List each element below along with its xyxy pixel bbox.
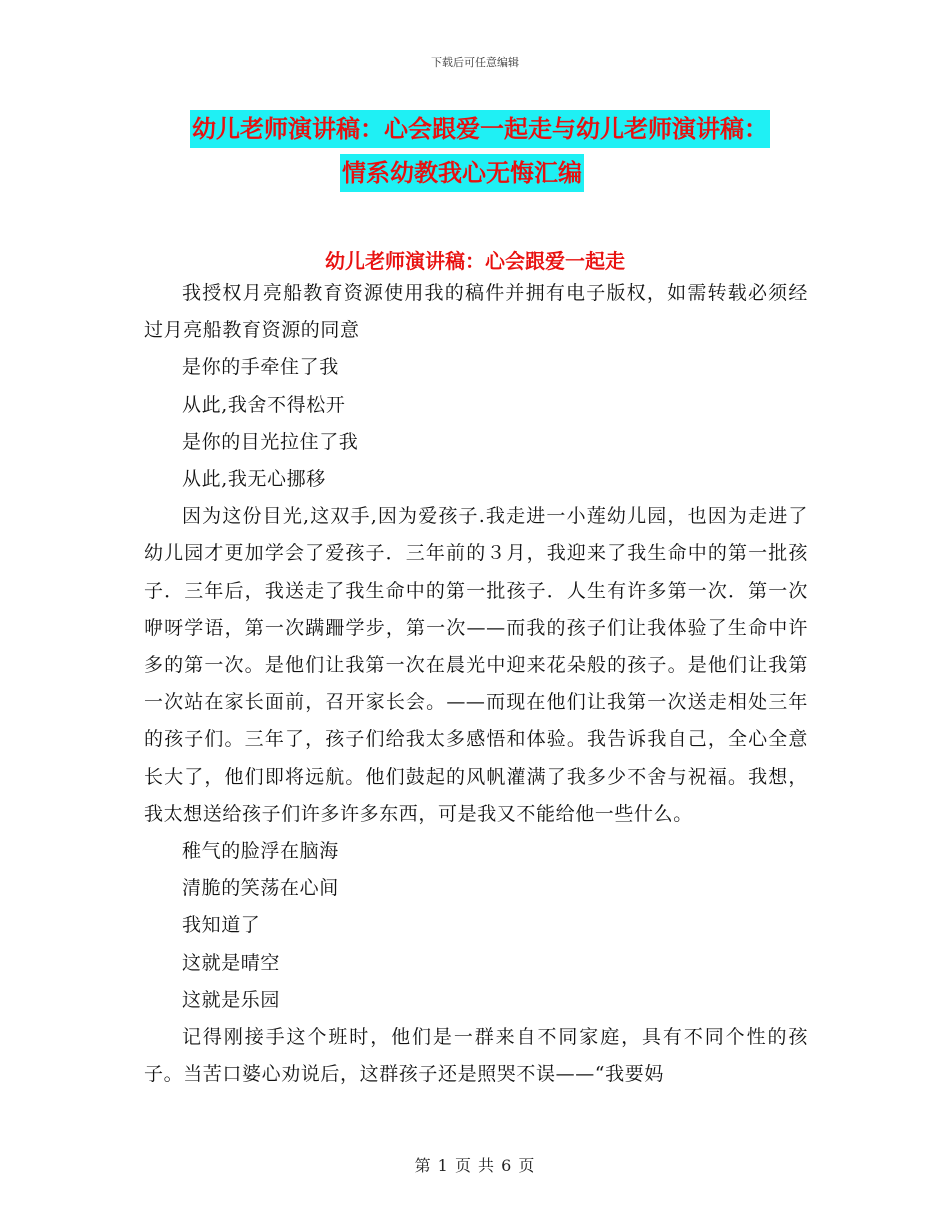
body-paragraph: 这就是乐园 [182, 988, 281, 1011]
page-header-note: 下载后可任意编辑 [431, 56, 519, 69]
body-paragraph: 是你的手牵住了我 [182, 356, 339, 379]
body-paragraph: 我知道了 [182, 914, 261, 937]
document-title [190, 110, 830, 192]
body-paragraph: 因为这份目光,这双手,因为爱孩子.我走进一小莲幼儿园，也因为走进了幼儿园才更加学会了爱孩子．三年前的３月，我迎来了我生命中的第一批孩子．三年后，我送走了我生命中的第一批孩子．人生有许多第一次．第一次咿呀学语，第一次蹒跚学步，第一次——而我的孩子们让我体验了生命中许多的第一次。是他们让我第一次在晨光中迎来花朵般的孩子。是他们让我第一次站在家长面前，召开家长会。——而现在他们让我第一次送走相处三年的孩子们。三年了，孩子们给我太多感悟和体验。我告诉我自己，全心全意长大了，他们即将远航。他们鼓起的风帆灌满了我多少不舍与祝福。我想，我太想送给孩子们许多许多东西，可是我又不能给他一些什么。 [144, 505, 808, 825]
body-paragraph: 稚气的脸浮在脑海 [182, 840, 339, 863]
page-number-footer: 第 1 页 共 6 页 [414, 1156, 536, 1175]
body-paragraph: 从此,我舍不得松开 [182, 393, 346, 416]
body-paragraph: 清脆的笑荡在心间 [182, 877, 339, 900]
body-paragraph: 从此,我无心挪移 [182, 468, 326, 491]
section-title: 幼儿老师演讲稿：心会跟爱一起走 [325, 249, 625, 273]
body-paragraph: 是你的目光拉住了我 [182, 430, 359, 453]
document-body [144, 275, 808, 1093]
body-paragraph: 记得刚接手这个班时，他们是一群来自不同家庭，具有不同个性的孩子。当苦口婆心劝说后，这群孩子还是照哭不误——“我要妈 [144, 1026, 808, 1086]
document-title-line-1: 幼儿老师演讲稿：心会跟爱一起走与幼儿老师演讲稿： [190, 110, 770, 148]
body-paragraph: 这就是晴空 [182, 951, 281, 974]
document-title-line-2: 情系幼教我心无悔汇编 [340, 154, 584, 192]
body-paragraph: 我授权月亮船教育资源使用我的稿件并拥有电子版权，如需转载必须经过月亮船教育资源的同意 [144, 282, 808, 342]
